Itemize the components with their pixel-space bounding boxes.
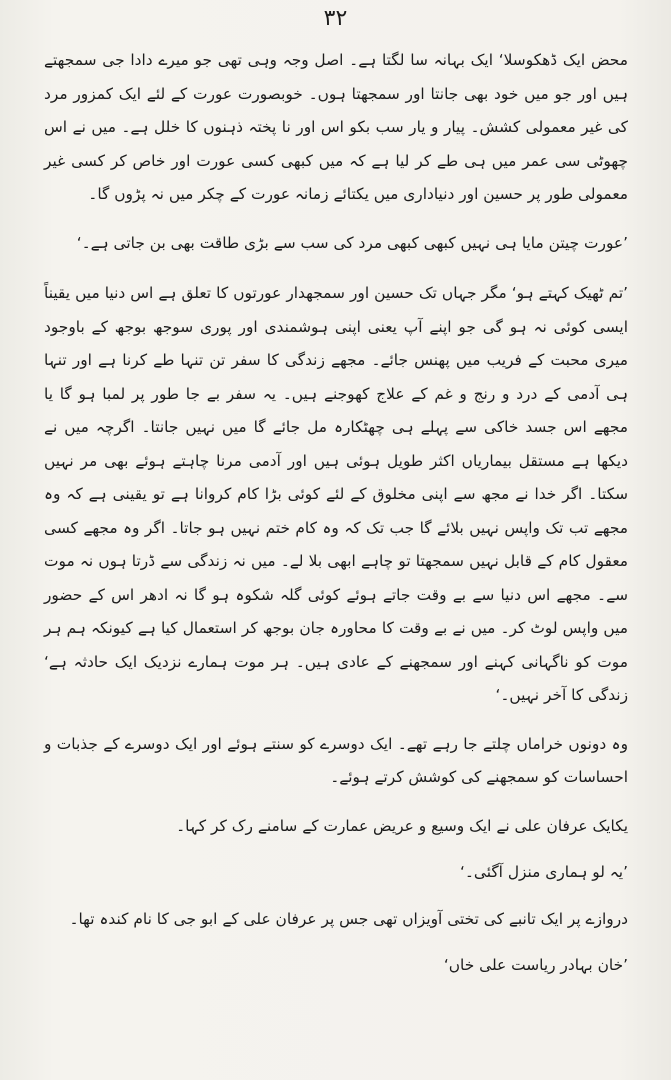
paragraph-1: محض ایک ڈھکوسلا‘ ایک بہانہ سا لگتا ہے۔ اصل وجہ وہی تھی جو میرے دادا جی سمجھتے ہیں اور جو میں خود بھی جانتا اور سمجھتا ہوں۔ خوبصورت عورت کے لئے ایک کمزور مرد کی غیر معمولی کشش۔ پیار و یار سب بکو اس اور نا پختہ ذہنوں کا خلل ہے۔ میں نے اس چھوٹی سی عمر میں ہی طے کر لیا ہے کہ میں کبھی کسی عورت اور خاص کر کسی غیر معمولی طور پر حسین اور دنیاداری میں یکتائے زمانہ عورت کے چکر میں نہ پڑوں گا۔ — [44, 51, 628, 203]
paragraph-6: ’یہ لو ہماری منزل آگئی۔‘ — [459, 863, 628, 881]
paragraph-2: ’عورت چیتن مایا ہی نہیں کبھی کبھی مرد کی سب سے بڑی طاقت بھی بن جاتی ہے۔‘ — [76, 233, 628, 252]
paragraph-3: ’تم ٹھیک کہتے ہو‘ مگر جہاں تک حسین اور سمجھدار عورتوں کا تعلق ہے اس دنیا میں یقیناً ایسی کوئی نہ ہو گی جو اپنے آپ یعنی اپنی ہوشمندی اور پوری سوجھ بوجھ کے باوجود میری محبت کے فریب میں پھنس جائے۔ مجھے زندگی کا سفر تن تنہا طے کرنا ہے اور تنہا ہی آدمی کے درد و رنج و غم کے علاج کھوجنے ہیں۔ یہ سفر بے جا طور پر لمبا ہو گا یا مجھے اس جسد خاکی سے پہلے ہی چھٹکارہ مل جائے گا میں نہیں جانتا۔ اگرچہ میں نے دیکھا ہے مستقل بیماریاں اکثر طویل ہوئی ہیں اور آدمی مرنا چاہتے ہوئے بھی مر نہیں سکتا۔ اگر خدا نے مجھ سے اپنی مخلوق کے لئے کوئی بڑا کام کروانا ہے تو یقینی ہے کہ وہ مجھے تب تک واپس نہیں بلائے گا جب تک کہ وہ کام ختم نہیں ہو جاتا۔ اگر وہ مجھے کسی معقول کام کے قابل نہیں سمجھتا تو چاہے ابھی بلا لے۔ میں نہ زندگی سے ڈرتا ہوں نہ موت سے۔ مجھے اس دنیا سے بے وقت جاتے ہوئے کوئی گلہ شکوہ ہو گا نہ ادھر اس کے حضور میں واپس لوٹ کر۔ میں نے بے وقت کا محاورہ جان بوجھ کر استعمال کیا ہے کیونکہ ہم ہر موت کو ناگہانی کہنے اور سمجھنے کے عادی ہیں۔ ہر موت ہمارے نزدیک ایک حادثہ ہے‘ زندگی کا آخر نہیں۔‘ — [44, 284, 629, 704]
paragraph-4: وہ دونوں خراماں چلتے جا رہے تھے۔ ایک دوسرے کو سنتے ہوئے اور ایک دوسرے کے جذبات و احساسات کو سمجھنے کی کوشش کرتے ہوئے۔ — [44, 734, 628, 786]
paragraph-8: ’خان بہادر ریاست علی خاں‘ — [443, 956, 628, 974]
page-body — [44, 44, 628, 983]
paragraph-5: یکایک عرفان علی نے ایک وسیع و عریض عمارت کے سامنے رک کر کہا۔ — [176, 816, 628, 835]
paragraph-7: دروازے پر ایک تانبے کی تختی آویزاں تھی جس پر عرفان علی کے ابو جی کا نام کندہ تھا۔ — [69, 909, 628, 928]
page-number: ۳۲ — [323, 6, 348, 31]
